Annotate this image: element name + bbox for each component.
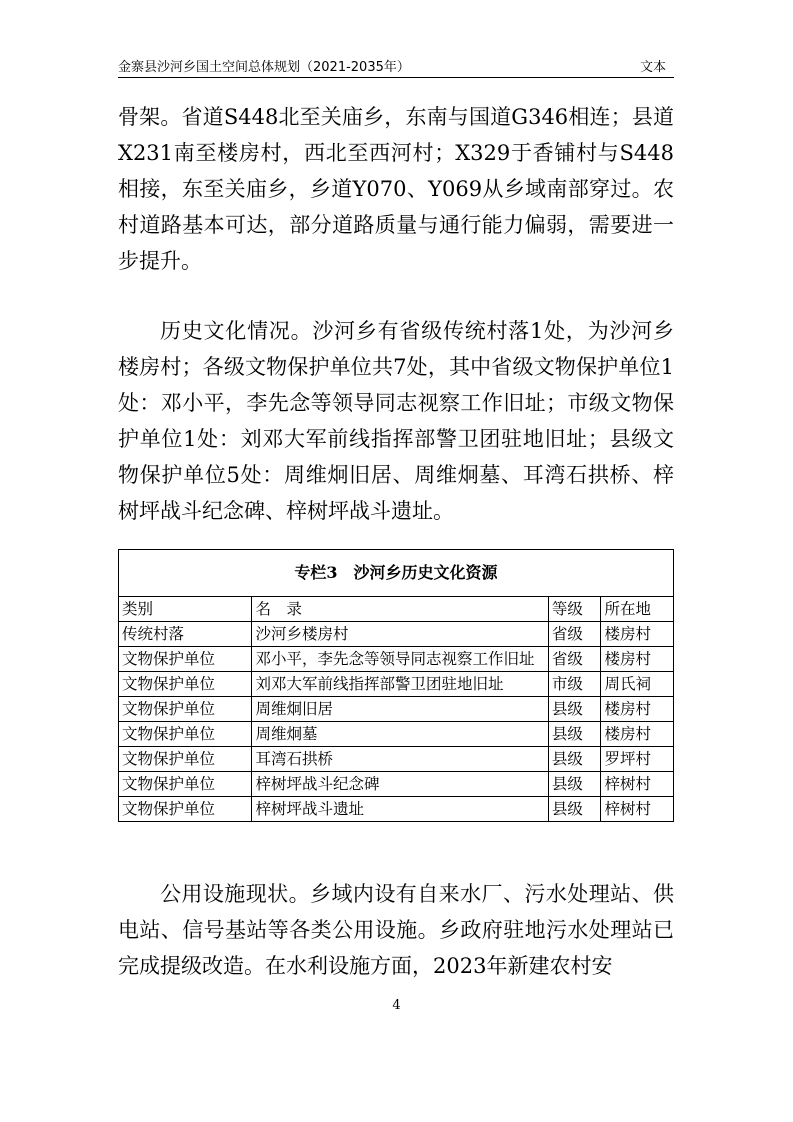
cell-location: 楼房村	[601, 647, 674, 672]
cell-category: 文物保护单位	[119, 672, 252, 697]
table-title: 专栏3 沙河乡历史文化资源	[119, 550, 674, 597]
cell-name: 邓小平，李先念等领导同志视察工作旧址	[252, 647, 548, 672]
cell-category: 文物保护单位	[119, 772, 252, 797]
cell-name: 梓树坪战斗纪念碑	[252, 772, 548, 797]
table-row	[119, 722, 674, 747]
table-row	[119, 622, 674, 647]
page-number: 4	[392, 998, 401, 1013]
historical-resources-table	[118, 549, 674, 822]
cell-level: 省级	[548, 647, 601, 672]
cell-level: 县级	[548, 772, 601, 797]
table-row	[119, 797, 674, 822]
cell-name: 周维炯旧居	[252, 697, 548, 722]
cell-category: 文物保护单位	[119, 722, 252, 747]
header-location: 所在地	[601, 597, 674, 622]
cell-level: 县级	[548, 797, 601, 822]
cell-level: 县级	[548, 722, 601, 747]
cell-name: 刘邓大军前线指挥部警卫团驻地旧址	[252, 672, 548, 697]
cell-category: 文物保护单位	[119, 747, 252, 772]
paragraph-road-network: 骨架。省道S448北至关庙乡，东南与国道G346相连；县道X231南至楼房村，西北至西河村；X329于香铺村与S448相接，东至关庙乡，乡道Y070、Y069从乡域南部穿过。农村道路基本可达，部分道路质量与通行能力偏弱，需要进一步提升。	[118, 105, 674, 273]
header-category: 类别	[119, 597, 252, 622]
cell-name: 周维炯墓	[252, 722, 548, 747]
cell-location: 楼房村	[601, 622, 674, 647]
cell-location: 周氏祠	[601, 672, 674, 697]
cell-level: 县级	[548, 697, 601, 722]
table-row	[119, 747, 674, 772]
cell-location: 梓树村	[601, 797, 674, 822]
table-header-row	[119, 597, 674, 622]
document-title: 金寨县沙河乡国土空间总体规划（2021-2035年）	[118, 60, 410, 75]
table-row	[119, 647, 674, 672]
cell-category: 文物保护单位	[119, 797, 252, 822]
table-row	[119, 672, 674, 697]
table-row	[119, 697, 674, 722]
cell-location: 楼房村	[601, 697, 674, 722]
cell-level: 县级	[548, 747, 601, 772]
cell-name: 梓树坪战斗遗址	[252, 797, 548, 822]
section-label: 文本	[639, 60, 666, 75]
cell-category: 文物保护单位	[119, 647, 252, 672]
table-row	[119, 772, 674, 797]
cell-category: 文物保护单位	[119, 697, 252, 722]
page-header	[118, 50, 674, 78]
cell-location: 罗坪村	[601, 747, 674, 772]
cell-location: 楼房村	[601, 722, 674, 747]
paragraph-historical-culture: 历史文化情况。沙河乡有省级传统村落1处，为沙河乡楼房村；各级文物保护单位共7处，其中省级文物保护单位1处：邓小平，李先念等领导同志视察工作旧址；市级文物保护单位1处：刘邓大军前线指挥部警卫团驻地旧址；县级文物保护单位5处：周维炯旧居、周维炯墓、耳湾石拱桥、梓树坪战斗纪念碑、梓树坪战斗遗址。	[118, 319, 674, 523]
cell-name: 沙河乡楼房村	[252, 622, 548, 647]
header-name: 名 录	[252, 597, 548, 622]
cell-name: 耳湾石拱桥	[252, 747, 548, 772]
cell-location: 梓树村	[601, 772, 674, 797]
cell-level: 省级	[548, 622, 601, 647]
paragraph-public-facilities: 公用设施现状。乡域内设有自来水厂、污水处理站、供电站、信号基站等各类公用设施。乡政府驻地污水处理站已完成提级改造。在水利设施方面，2023年新建农村安	[118, 882, 674, 978]
cell-level: 市级	[548, 672, 601, 697]
cell-category: 传统村落	[119, 622, 252, 647]
header-level: 等级	[548, 597, 601, 622]
